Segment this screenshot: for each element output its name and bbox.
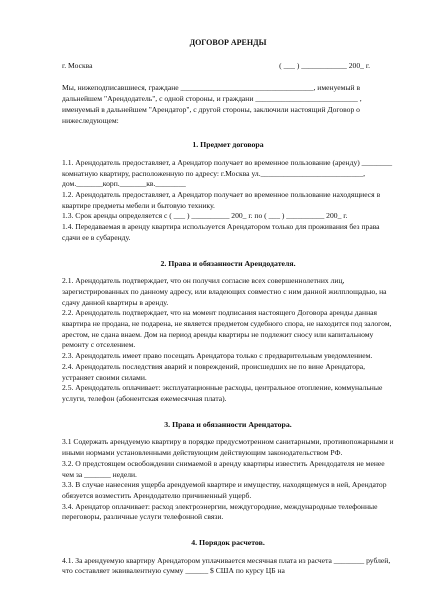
section-payment xyxy=(62,538,394,577)
section-landlord xyxy=(62,259,394,405)
section-subject xyxy=(62,140,394,243)
clause: 1.2. Арендодатель предоставляет, а Арендатор получает во временное пользование находящиеся в квартире предметы мебели и бытовую технику. xyxy=(62,190,381,210)
clause: 2.5. Арендодатель оплачивает: эксплуатационные расходы, центральное отопление, коммунальные услуги, телефон (абонентская ежемесячная плата). xyxy=(62,383,383,403)
clause: 4.1. За арендуемую квартиру Арендатором уплачивается месячная плата из расчета ________ рублей, что составляет эквивалентную сумму ______ $ США по курсу ЦБ на xyxy=(62,555,391,576)
clause: 3.4. Арендатор оплачивает: расход электроэнергии, междугородние, международные телефонные переговоры, различные услуги телефонной связи. xyxy=(62,501,378,522)
city: г. Москва xyxy=(62,60,93,70)
clause: 2.4. Арендодатель последствия аварий и повреждений, происшедших не по вине Арендатора, устраняет своими силами. xyxy=(62,361,366,382)
clause: 2.1. Арендодатель подтверждает, что он получил согласие всех совершеннолетних лиц, зарегистрированных по данному адресу, или владеющих совместно с ним данной жилплощадью, на сдачу данной квартиры в аренду. xyxy=(62,276,387,307)
intro-paragraph: Мы, нижеподписавшиеся, граждане ___________________________________, именуемый в дальнейшем "Арендодатель", с одной стороны, и граждани ___________________________ , именуемый в дальнейшем "Арендатор", с другой стороны, заключили настоящий Договор о нижеследующем: xyxy=(62,83,362,125)
clause: 1.4. Передаваемая в аренду квартира используется Арендатором только для проживания без права сдачи ее в субаренду. xyxy=(62,222,380,242)
clause: 1.1. Арендодатель предоставляет, а Арендатор получает во временное пользование (аренду) ________ комнатную квартиру, расположенную по адресу: г.Москва ул.___________________________, дом._______корп._______кв.________ xyxy=(62,157,393,189)
place-date-line xyxy=(62,61,394,72)
section-title: 4. Порядок расчетов. xyxy=(191,538,265,548)
clause: 3.1 Содержать арендуемую квартиру в порядке предусмотренном санитарными, противопожарными и иными нормами установленными действующим действующим законодательством РФ. xyxy=(62,437,394,458)
document-title: ДОГОВОР АРЕНДЫ xyxy=(189,38,267,47)
section-title: 3. Права и обязанности Арендатора. xyxy=(164,419,292,429)
clause: 1.3. Срок аренды определяется с ( ___ ) __________ 200_ г. по ( ___ ) __________ 200_ г. xyxy=(62,211,348,221)
clause: 2.3. Арендодатель имеет право посещать Арендатора только с предварительным уведомлением. xyxy=(62,351,373,361)
section-tenant xyxy=(62,420,394,523)
section-title: 2. Права и обязанности Арендодателя. xyxy=(160,258,296,268)
clause: 2.2. Арендодатель подтверждает, что на момент подписания настоящего Договора аренды данная квартира не продана, не подарена, не является предметом судебного спора, не находится под залогом, арестом, не сдана внаем. Дом на период аренды квартиры не подлежит сносу или капитальному ремонту с отселением. xyxy=(62,308,392,350)
contract-date: ( ___ ) ____________ 200_ г. xyxy=(279,60,370,70)
clause: 3.3. В случае нанесения ущерба арендуемой квартире и имуществу, находящемуся в ней, Арендатор обязуется возместить Арендодателю причиненный ущерб. xyxy=(62,480,387,500)
section-title: 1. Предмет договора xyxy=(192,140,264,150)
clause: 3.2. О предстоящем освобождении снимаемой в аренду квартиры известить Арендодателя не менее чем за _______ недели. xyxy=(62,458,385,479)
